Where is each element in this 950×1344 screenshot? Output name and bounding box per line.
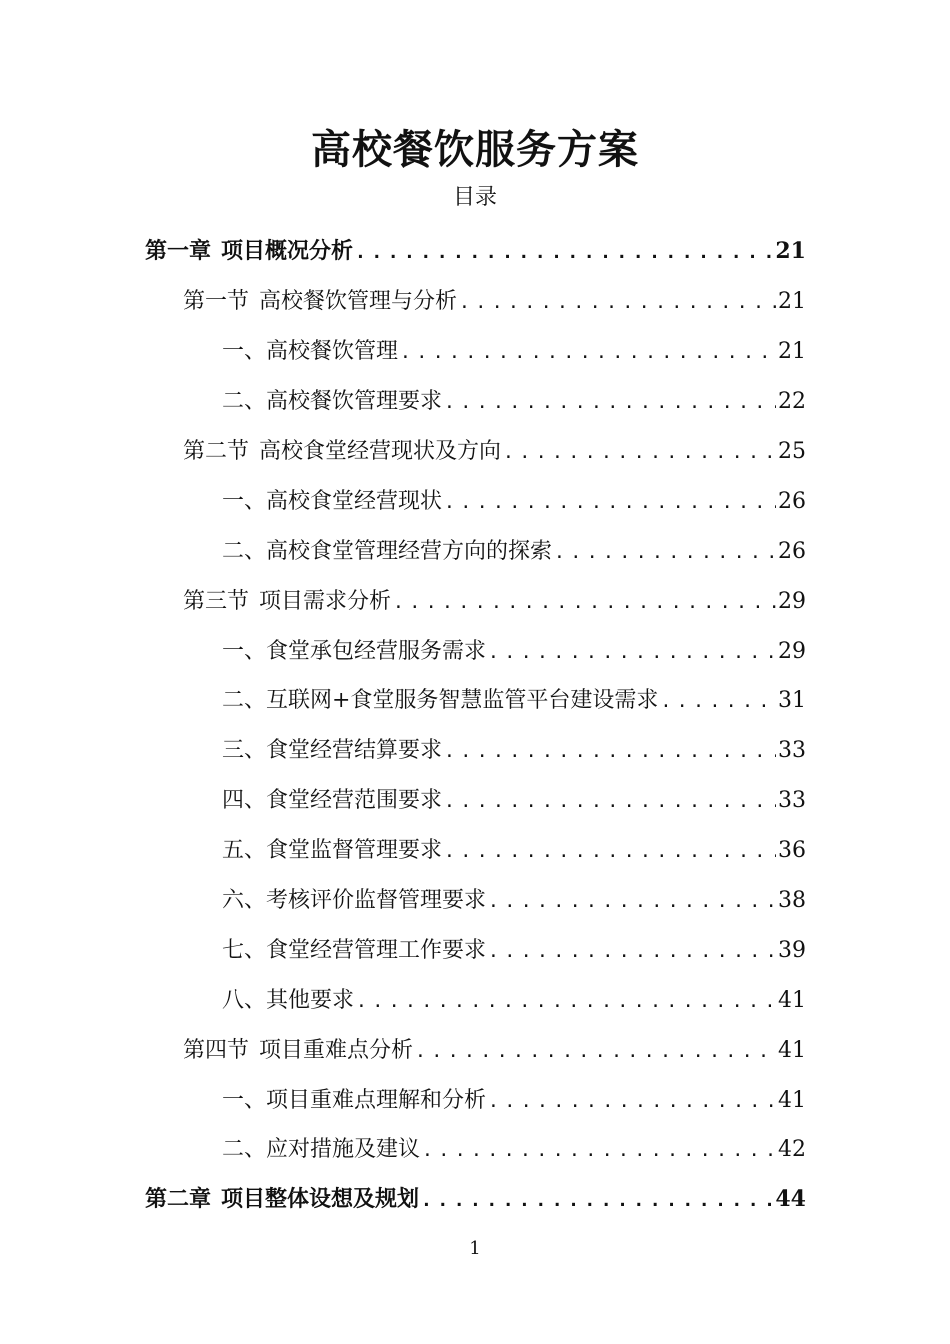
toc-page-number: 41: [778, 1087, 806, 1113]
toc-entry[interactable]: [0, 674, 950, 724]
toc-page-number: 42: [778, 1137, 806, 1163]
toc-page-number: 21: [775, 238, 806, 265]
toc-entry-label: [222, 334, 398, 365]
toc-entry-text: 二、应对措施及建议: [222, 1137, 421, 1163]
toc-entry-label: [222, 484, 442, 515]
toc-page-number: 26: [778, 488, 806, 514]
toc-entry-number: 第三节: [183, 588, 250, 614]
toc-dot-leader: [444, 392, 776, 413]
toc-page-number: 26: [778, 538, 806, 564]
toc-entry-number: 第四节: [183, 1037, 250, 1063]
toc-dot-leader: [444, 741, 776, 762]
toc-entry-text: 二、互联网+食堂服务智慧监管平台建设需求: [222, 688, 659, 714]
toc-entry-text: 四、食堂经营范围要求: [222, 788, 443, 814]
toc-entry-label: [222, 883, 486, 914]
toc-entry[interactable]: [0, 1173, 950, 1223]
toc-page-number: 29: [778, 588, 806, 614]
toc-entry[interactable]: [0, 1023, 950, 1073]
toc-entry[interactable]: [0, 973, 950, 1023]
toc-entry-label: [222, 833, 442, 864]
toc-entry-text: 二、高校食堂管理经营方向的探索: [222, 538, 553, 564]
toc-entry-text: 高校餐饮管理与分析: [259, 289, 458, 315]
toc-entry-text: 高校食堂经营现状及方向: [259, 439, 502, 464]
document-title: 高校餐饮服务方案: [311, 126, 639, 173]
toc-page-number: 39: [778, 937, 806, 963]
toc-dot-leader: [444, 492, 776, 513]
toc-entry[interactable]: [0, 774, 950, 824]
toc-entry[interactable]: [0, 474, 950, 524]
toc-dot-leader: [393, 592, 776, 613]
toc-entry[interactable]: [0, 874, 950, 924]
toc-entry-label: [222, 983, 354, 1014]
toc-entry-label: [183, 1033, 413, 1064]
toc-page-number: 41: [778, 987, 806, 1013]
toc-page-number: 36: [778, 838, 806, 864]
toc-entry-label: [183, 434, 501, 465]
toc-dot-leader: [488, 642, 776, 663]
toc-dot-leader: [660, 691, 776, 712]
toc-entry-text: 项目重难点分析: [259, 1037, 414, 1063]
toc-page-number: 21: [778, 339, 806, 365]
toc-heading: 目录: [452, 185, 497, 210]
toc-dot-leader: [415, 1041, 776, 1062]
toc-dot-leader: [444, 791, 776, 812]
toc-entry-label: [222, 384, 442, 415]
toc-entry-label: [222, 634, 486, 665]
toc-entry-text: 七、食堂经营管理工作要求: [222, 937, 487, 963]
toc-entry[interactable]: [0, 574, 950, 624]
toc-entry-label: [222, 933, 486, 964]
toc-entry-text: 一、高校食堂经营现状: [222, 488, 443, 514]
toc-dot-leader: [488, 941, 776, 962]
toc-entry-number: 第一章: [145, 238, 212, 265]
toc-entry-label: [222, 783, 442, 814]
toc-dot-leader: [503, 442, 776, 463]
toc-page-number: 25: [778, 439, 806, 464]
toc-entry-text: 一、食堂承包经营服务需求: [222, 638, 487, 664]
toc-entry-label: [222, 683, 658, 714]
toc-entry[interactable]: [0, 425, 950, 475]
toc-dot-leader: [459, 292, 776, 313]
table-of-contents: [0, 225, 950, 1223]
toc-entry-label: [222, 534, 552, 565]
toc-entry[interactable]: [0, 275, 950, 325]
toc-dot-leader: [400, 342, 776, 363]
toc-entry-label: [222, 1083, 486, 1114]
toc-dot-leader: [488, 1091, 776, 1112]
toc-entry-text: 一、高校餐饮管理: [222, 339, 399, 365]
toc-entry[interactable]: [0, 325, 950, 375]
toc-entry[interactable]: [0, 724, 950, 774]
toc-entry-text: 三、食堂经营结算要求: [222, 738, 443, 764]
page-number: 1: [469, 1238, 481, 1259]
toc-page-number: 41: [778, 1037, 806, 1063]
toc-entry-label: [222, 1132, 420, 1163]
toc-entry-text: 八、其他要求: [222, 987, 355, 1013]
toc-page-number: 44: [775, 1186, 806, 1213]
toc-entry-label: [222, 733, 442, 764]
toc-entry[interactable]: [0, 1073, 950, 1123]
toc-dot-leader: [422, 1140, 776, 1161]
toc-entry[interactable]: [0, 225, 950, 275]
toc-page-number: 38: [778, 888, 806, 914]
toc-page-number: 22: [778, 389, 806, 415]
toc-entry-label: [145, 1182, 419, 1213]
toc-entry[interactable]: [0, 923, 950, 973]
toc-entry-text: 项目概况分析: [221, 238, 354, 265]
toc-dot-leader: [554, 542, 776, 563]
toc-page-number: 29: [778, 638, 806, 664]
toc-dot-leader: [444, 841, 776, 862]
toc-entry[interactable]: [0, 524, 950, 574]
toc-entry-number: 第二章: [145, 1186, 212, 1213]
toc-entry-number: 第一节: [183, 289, 250, 315]
toc-entry-label: [183, 584, 391, 615]
toc-entry[interactable]: [0, 624, 950, 674]
toc-dot-leader: [488, 891, 776, 912]
toc-dot-leader: [421, 1190, 773, 1211]
toc-entry-text: 项目整体设想及规划: [221, 1186, 420, 1213]
toc-entry-text: 一、项目重难点理解和分析: [222, 1087, 487, 1113]
toc-entry-number: 第二节: [183, 439, 250, 464]
toc-entry-text: 五、食堂监督管理要求: [222, 838, 443, 864]
toc-entry-text: 项目需求分析: [259, 588, 392, 614]
toc-entry-text: 二、高校餐饮管理要求: [222, 389, 443, 415]
toc-entry-label: [183, 284, 457, 315]
toc-entry-text: 六、考核评价监督管理要求: [222, 888, 487, 914]
toc-page-number: 31: [778, 688, 806, 714]
toc-dot-leader: [355, 242, 773, 263]
toc-entry[interactable]: [0, 375, 950, 425]
toc-page-number: 33: [778, 738, 806, 764]
toc-entry[interactable]: [0, 1123, 950, 1173]
toc-entry[interactable]: [0, 824, 950, 874]
toc-dot-leader: [356, 991, 776, 1012]
toc-entry-label: [145, 234, 353, 265]
toc-page-number: 21: [778, 289, 806, 315]
toc-page-number: 33: [778, 788, 806, 814]
